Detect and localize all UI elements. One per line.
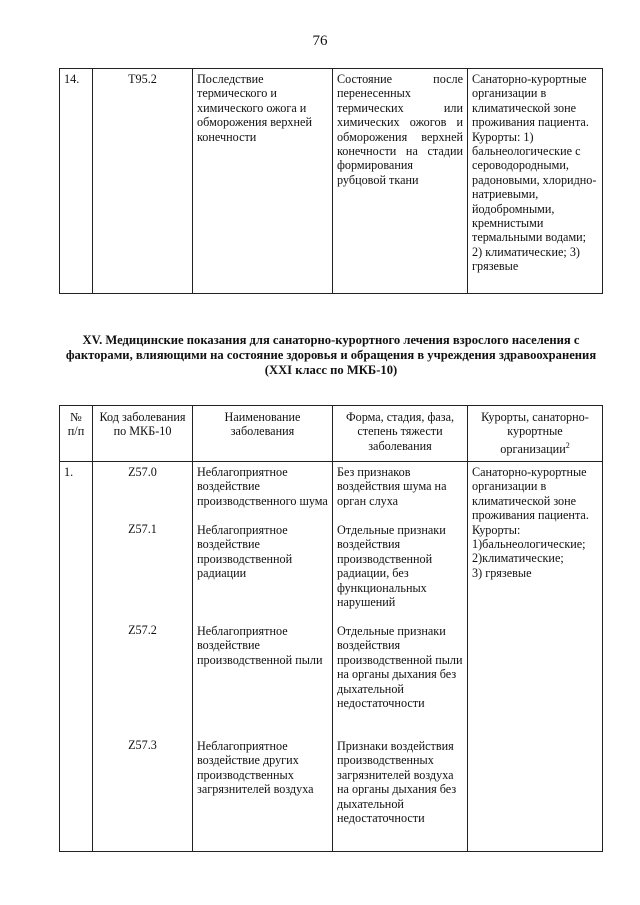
icd-code: Z57.1 (128, 522, 157, 537)
disease-name: Неблагоприятное воздействие производственной радиации (197, 523, 293, 581)
resort-type: 3) грязевые (472, 565, 532, 580)
icd-code: Z57.2 (128, 622, 157, 637)
disease-names (193, 462, 333, 852)
disease-name: Неблагоприятное воздействие других производственных загрязнителей воздуха (197, 739, 314, 797)
table-header-row (60, 406, 603, 462)
resorts-cell (468, 462, 603, 852)
icd-codes (93, 462, 193, 852)
footnote-mark: 2 (565, 440, 570, 450)
disease-form: Признаки воздействия производственных загрязнителей воздуха на органы дыхания без дыхательной недостаточности (337, 739, 457, 826)
header-code: Код заболевания по МКБ-10 (93, 406, 193, 462)
disease-forms (333, 462, 468, 852)
section-title: XV. Медицинские показания для санаторно-курортного лечения взрослого населения с факторами, влияющими на состояние здоровья и обращения в учреждения здравоохранения (XXI класс по МКБ-10) (65, 333, 597, 377)
header-form: Форма, стадия, фаза, степень тяжести заболевания (333, 406, 468, 462)
row-number: 14. (60, 69, 93, 294)
header-num: № п/п (60, 406, 93, 462)
disease-name: Неблагоприятное воздействие производственного шума (197, 465, 328, 508)
disease-form: Отдельные признаки воздействия производственной радиации, без функциональных нарушений (337, 523, 446, 610)
resorts-heading: Курорты: (472, 522, 521, 537)
icd-code: T95.2 (93, 69, 193, 294)
header-name: Наименование заболевания (193, 406, 333, 462)
row-number: 1. (60, 462, 93, 852)
resort-type: 2)климатические; (472, 551, 564, 566)
disease-form: Отдельные признаки воздействия производственной пыли на органы дыхания без дыхательной недостаточности (337, 624, 463, 711)
header-resorts: Курорты, санаторно-курортные организации$^2$ (468, 406, 603, 462)
continuation-table (59, 68, 603, 294)
indications-table (59, 405, 603, 852)
table-row (60, 462, 603, 852)
icd-code: Z57.0 (128, 465, 157, 479)
disease-name: Неблагоприятное воздействие производственной пыли (197, 624, 323, 667)
page-number: 76 (312, 33, 328, 49)
disease-name: Последствие термического и химического ожога и обморожения верхней конечности (193, 69, 333, 294)
resorts-intro: Санаторно-курортные организации в климатической зоне проживания пациента. (472, 465, 589, 523)
disease-form: Без признаков воздействия шума на орган слуха (337, 465, 447, 508)
table-row (60, 69, 603, 294)
resorts-cell: Санаторно-курортные организации в климатической зоне проживания пациента. Курорты: 1) бальнеологические с сероводородными, радоновыми, хлоридно-натриевыми, йодобромными, кремнистыми термальными водами; 2) климатические; 3) грязевые (468, 69, 603, 294)
icd-code: Z57.3 (128, 738, 157, 753)
disease-form: Состояние после перенесенных термических или химических ожогов и обморожения верхней конечности на стадии формирования рубцовой ткани (333, 69, 468, 294)
resort-type: 1)бальнеологические; (472, 537, 586, 552)
